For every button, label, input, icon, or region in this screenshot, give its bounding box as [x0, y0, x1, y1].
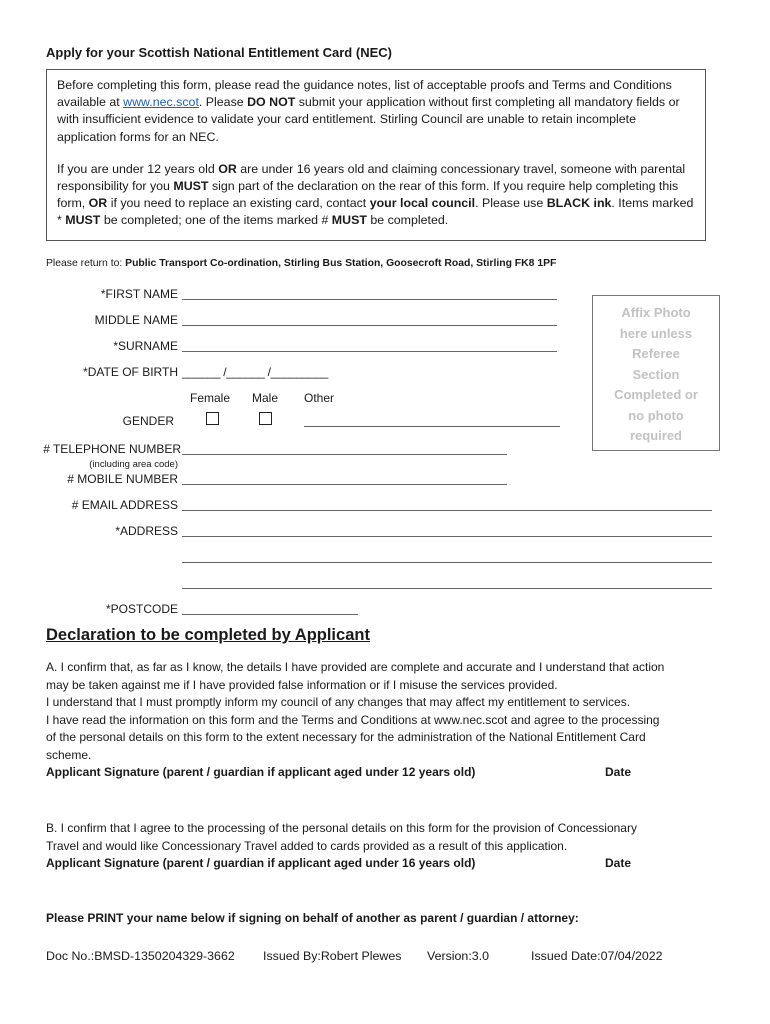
date-b-label: Date	[605, 856, 632, 870]
photo-box-text: Completed or	[614, 387, 698, 402]
guidance-text: are under 16 years old and claiming concessionary travel, someone with parental responsibility for you	[57, 161, 686, 194]
telephone-field[interactable]	[182, 454, 507, 455]
photo-box-text: Affix Photo	[621, 305, 691, 320]
return-address-text: Public Transport Co-ordination, Stirling Bus Station, Goosecroft Road, Stirling FK8 1PF	[125, 258, 557, 269]
guidance-emphasis: MUST	[173, 179, 209, 194]
dob-field[interactable]: ______ /______ /_________	[182, 365, 328, 379]
declaration-b-line: Travel and would like Concessionary Travel added to cards provided as a result of this application.	[46, 838, 568, 853]
declaration-b-line: B. I confirm that I agree to the processing of the personal details on this form for the provision of Concessionary	[46, 821, 637, 835]
guidance-paragraph-1	[57, 77, 695, 146]
declaration-a-line: may be taken against me if I have provided false information or if I misuse the services provided.	[46, 677, 558, 692]
declaration-heading: Declaration to be completed by Applicant	[46, 626, 370, 644]
version: Version:3.0	[427, 949, 489, 963]
guidance-emphasis: OR	[88, 196, 108, 211]
address-line-1[interactable]	[182, 536, 712, 537]
guidance-text: If you are under 12 years old	[57, 161, 219, 176]
gender-label: GENDER	[122, 414, 174, 428]
female-label: Female	[190, 391, 231, 405]
surname-label: *SURNAME	[113, 339, 178, 353]
guidance-paragraph-2	[57, 161, 695, 230]
photo-box-text: Section	[632, 366, 680, 382]
postcode-field[interactable]	[182, 614, 358, 615]
date-a-label: Date	[605, 765, 632, 779]
signature-b-label: Applicant Signature (parent / guardian if applicant aged under 16 years old)	[46, 856, 476, 870]
male-checkbox[interactable]	[259, 412, 272, 425]
email-label: # EMAIL ADDRESS	[71, 498, 178, 512]
area-code-note: (including area code)	[89, 459, 178, 470]
declaration-a-line: scheme.	[46, 747, 92, 762]
return-address	[46, 258, 556, 269]
guidance-emphasis: MUST	[331, 213, 367, 228]
issued-date: Issued Date:07/04/2022	[531, 949, 663, 963]
guidance-text: Before completing this form, please read the guidance notes, list of acceptable proofs and Terms and Conditions available at	[57, 78, 672, 110]
photo-box-text: Referee	[632, 346, 680, 361]
print-name-instruction: Please PRINT your name below if signing on behalf of another as parent / guardian / attorney:	[46, 911, 579, 925]
dob-label: *DATE OF BIRTH	[83, 365, 178, 379]
telephone-label: # TELEPHONE NUMBER	[43, 442, 181, 456]
guidance-emphasis: BLACK ink	[546, 196, 612, 211]
declaration-a-line: I have read the information on this form and the Terms and Conditions at www.nec.scot and agree to the processing	[46, 712, 660, 727]
photo-box-text: no photo	[628, 407, 684, 423]
middle-name-label: MIDDLE NAME	[94, 313, 178, 327]
guidance-text: submit your application without first completing all mandatory fields or with insufficient evidence to validate your card entitlement. Stirling Council are unable to retain incomplete application forms for an NEC.	[57, 95, 680, 144]
guidance-emphasis: DO NOT	[247, 95, 296, 110]
email-field[interactable]	[182, 510, 712, 511]
guidance-box	[46, 69, 706, 241]
declaration-a-line: A. I confirm that, as far as I know, the details I have provided are complete and accurate and I understand that action	[46, 660, 665, 674]
other-gender-field[interactable]	[304, 426, 560, 427]
declaration-a-line: I understand that I must promptly inform my council of any changes that may affect my entitlement to services.	[46, 695, 631, 710]
declaration-a-line: of the personal details on this form to the extent necessary for the administration of the National Entitlement Card	[46, 730, 646, 745]
guidance-text: be completed.	[366, 213, 449, 228]
signature-a-label: Applicant Signature (parent / guardian if applicant aged under 12 years old)	[46, 765, 476, 779]
mobile-field[interactable]	[182, 484, 507, 485]
doc-number: Doc No.:BMSD-1350204329-3662	[46, 949, 235, 963]
guidance-emphasis: your local council	[369, 196, 476, 211]
address-line-2[interactable]	[182, 562, 712, 563]
guidance-text: if you need to replace an existing card, contact	[107, 196, 370, 211]
nec-link[interactable]: www.nec.scot	[123, 95, 199, 110]
mobile-label: # MOBILE NUMBER	[67, 472, 178, 486]
middle-name-field[interactable]	[182, 325, 557, 326]
first-name-label: *FIRST NAME	[100, 287, 178, 301]
guidance-text: be completed; one of the items marked #	[100, 213, 332, 228]
male-label: Male	[252, 391, 279, 405]
photo-box-text: here unless	[619, 325, 693, 341]
issued-by: Issued By:Robert Plewes	[263, 949, 402, 963]
guidance-text: . Please	[198, 95, 248, 110]
postcode-label: *POSTCODE	[105, 602, 178, 616]
guidance-text: sign part of the declaration on the rear of this form. If you require help completing this form,	[57, 179, 679, 211]
female-checkbox[interactable]	[206, 412, 219, 425]
surname-field[interactable]	[182, 351, 557, 352]
declaration-b	[46, 820, 726, 855]
declaration-a	[46, 659, 726, 765]
guidance-emphasis: OR	[218, 161, 237, 176]
photo-box-text: required	[629, 428, 682, 443]
page-title: Apply for your Scottish National Entitlement Card (NEC)	[46, 45, 392, 60]
first-name-field[interactable]	[182, 299, 557, 300]
return-label: Please return to:	[46, 258, 126, 269]
address-line-3[interactable]	[182, 588, 712, 589]
address-label: *ADDRESS	[115, 524, 178, 538]
photo-box	[592, 295, 720, 451]
guidance-text: . Items marked *	[57, 196, 694, 228]
guidance-emphasis: MUST	[65, 213, 101, 228]
other-label: Other	[304, 391, 335, 405]
guidance-text: . Please use	[475, 196, 547, 211]
